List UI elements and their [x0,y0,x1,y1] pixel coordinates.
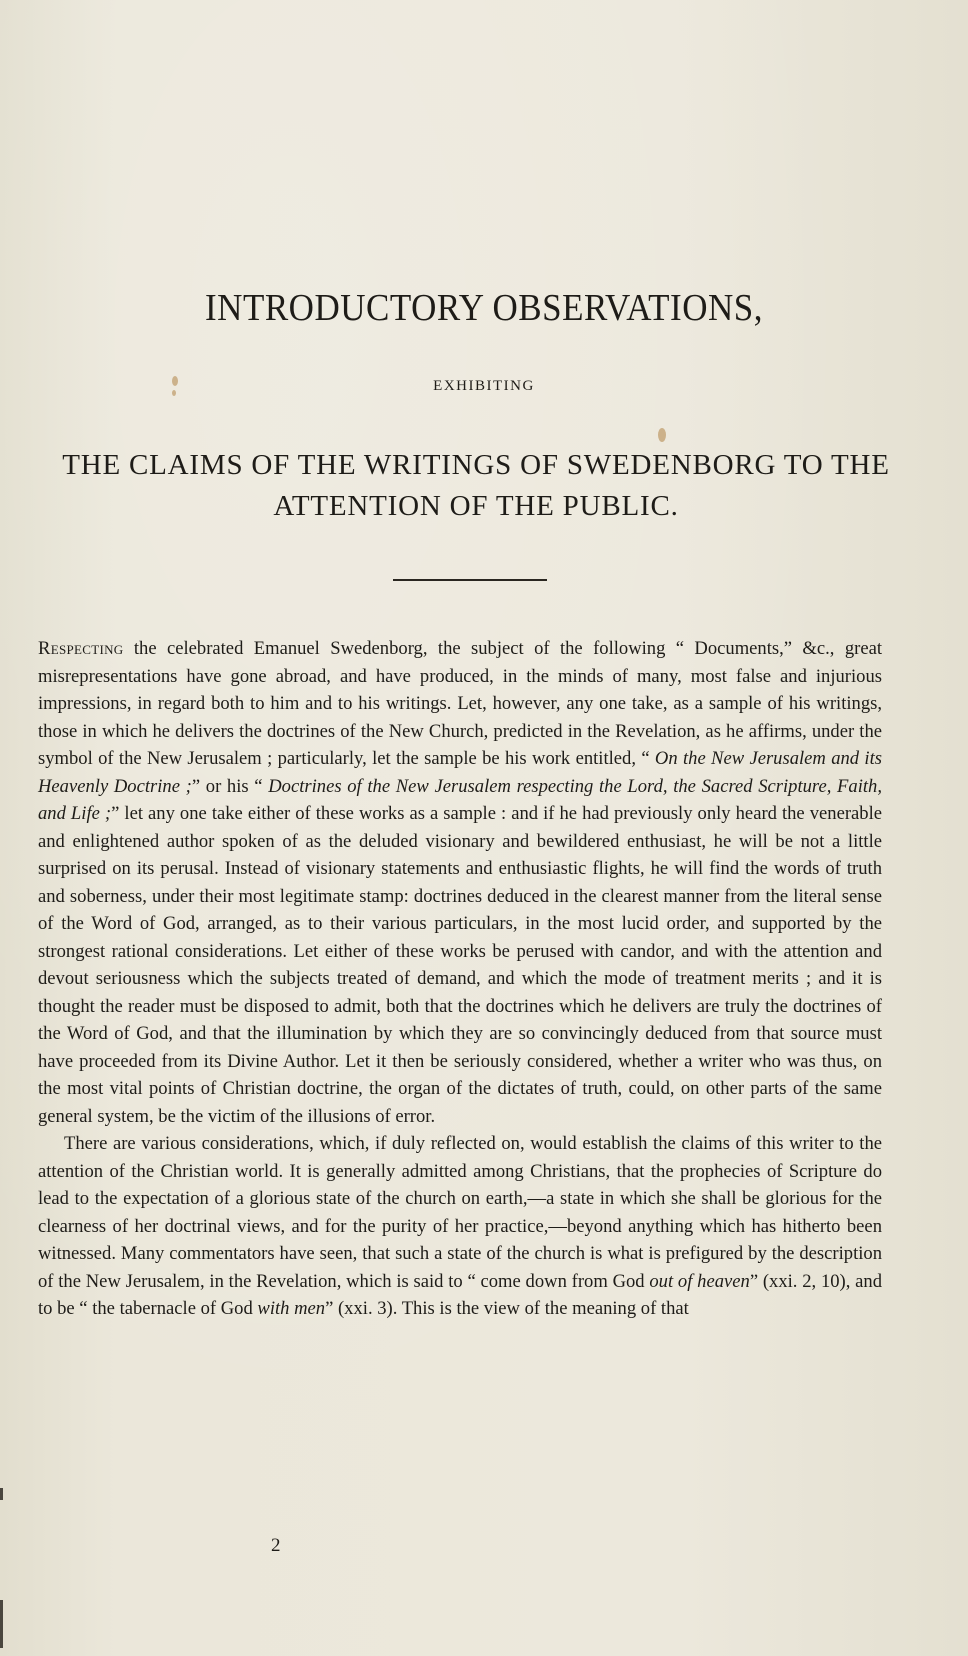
body-text [38,635,882,1323]
paragraph-text: ” (xxi. 3). This is the view of the meaning of that [325,1298,689,1319]
page-edge-mark [0,1488,3,1500]
paragraph-text: ” or his “ [191,775,269,797]
paper-stain [658,428,666,442]
section-divider [393,579,547,581]
italic-title-text: On the New Jerusalem and its Heavenly Doctrine ; [38,748,882,797]
italic-title-text: with men [257,1298,326,1319]
italic-title-text: out of heaven [649,1270,750,1292]
paragraph-text: the celebrated Emanuel Swedenborg, the subject of the following “ Documents,” &c., great misrepresentations have gone abroad, and have produced, in the minds of many, most false and injurious impressions, in regard both to him and to his writings. Let, however, any one take, as a sample of his writings, those in which he delivers the doctrines of the New Church, predicted in the Revelation, as he affirms, under the symbol of the New Jerusalem ; particularly, let the sample be his work entitled, “ [38,638,882,769]
page-subtitle: THE CLAIMS OF THE WRITINGS OF SWEDENBORG TO THE ATTENTION OF THE PUBLIC. [62,449,890,522]
subtitle-connector: EXHIBITING [433,378,535,394]
page-title: INTRODUCTORY OBSERVATIONS, [205,286,763,329]
italic-title-text: Doctrines of the New Jerusalem respecting the Lord, the Sacred Scripture, Faith, and Life ; [38,775,882,824]
paragraph-text: ” let any one take either of these works as a sample : and if he had previously only heard the venerable and enlightened author spoken of as the deluded visionary and bewildered enthusiast, he will be not a little surprised on its perusal. Instead of visionary statements and enthusiastic flights, he will find the words of truth and soberness, under their most legitimate stamp: doctrines deduced in the clearest manner from the literal sense of the Word of God, arranged, as to their various particulars, in the most lucid order, and supported by the strongest rational considerations. Let either of these works be perused with candor, and with the attention and devout seriousness which the subjects treated of demand, and which the mode of treatment merits ; and it is thought the reader must be disposed to admit, both that the doctrines which he delivers are truly the doctrines of the Word of God, and that the illumination by which they are so convincingly deduced from that source must have proceeded from its Divine Author. Let it then be seriously considered, whether a writer who was thus, on the most vital points of Christian doctrine, the organ of the dictates of truth, could, on other parts of the same general system, be the victim of the illusions of error. [38,803,882,1127]
paragraph-lead-word: Respecting [38,638,124,659]
paragraph-text: ” (xxi. 2, 10), and to be “ the tabernacle of God [38,1270,882,1319]
page-edge-mark [0,1600,3,1648]
paragraph-text: There are various considerations, which, if duly reflected on, would establish the claims of this writer to the attention of the Christian world. It is generally admitted among Christians, that the prophecies of Scripture do lead to the expectation of a glorious state of the church on earth,—a state in which she shall be glorious for the clearness of her doctrinal views, and for the purity of her practice,—beyond anything which has hitherto been witnessed. Many commentators have seen, that such a state of the church is what is prefigured by the description of the New Jerusalem, in the Revelation, which is said to “ come down from God [38,1133,882,1292]
page-number: 2 [271,1535,281,1556]
body-paragraph [38,1130,882,1323]
body-paragraph [38,635,882,1130]
